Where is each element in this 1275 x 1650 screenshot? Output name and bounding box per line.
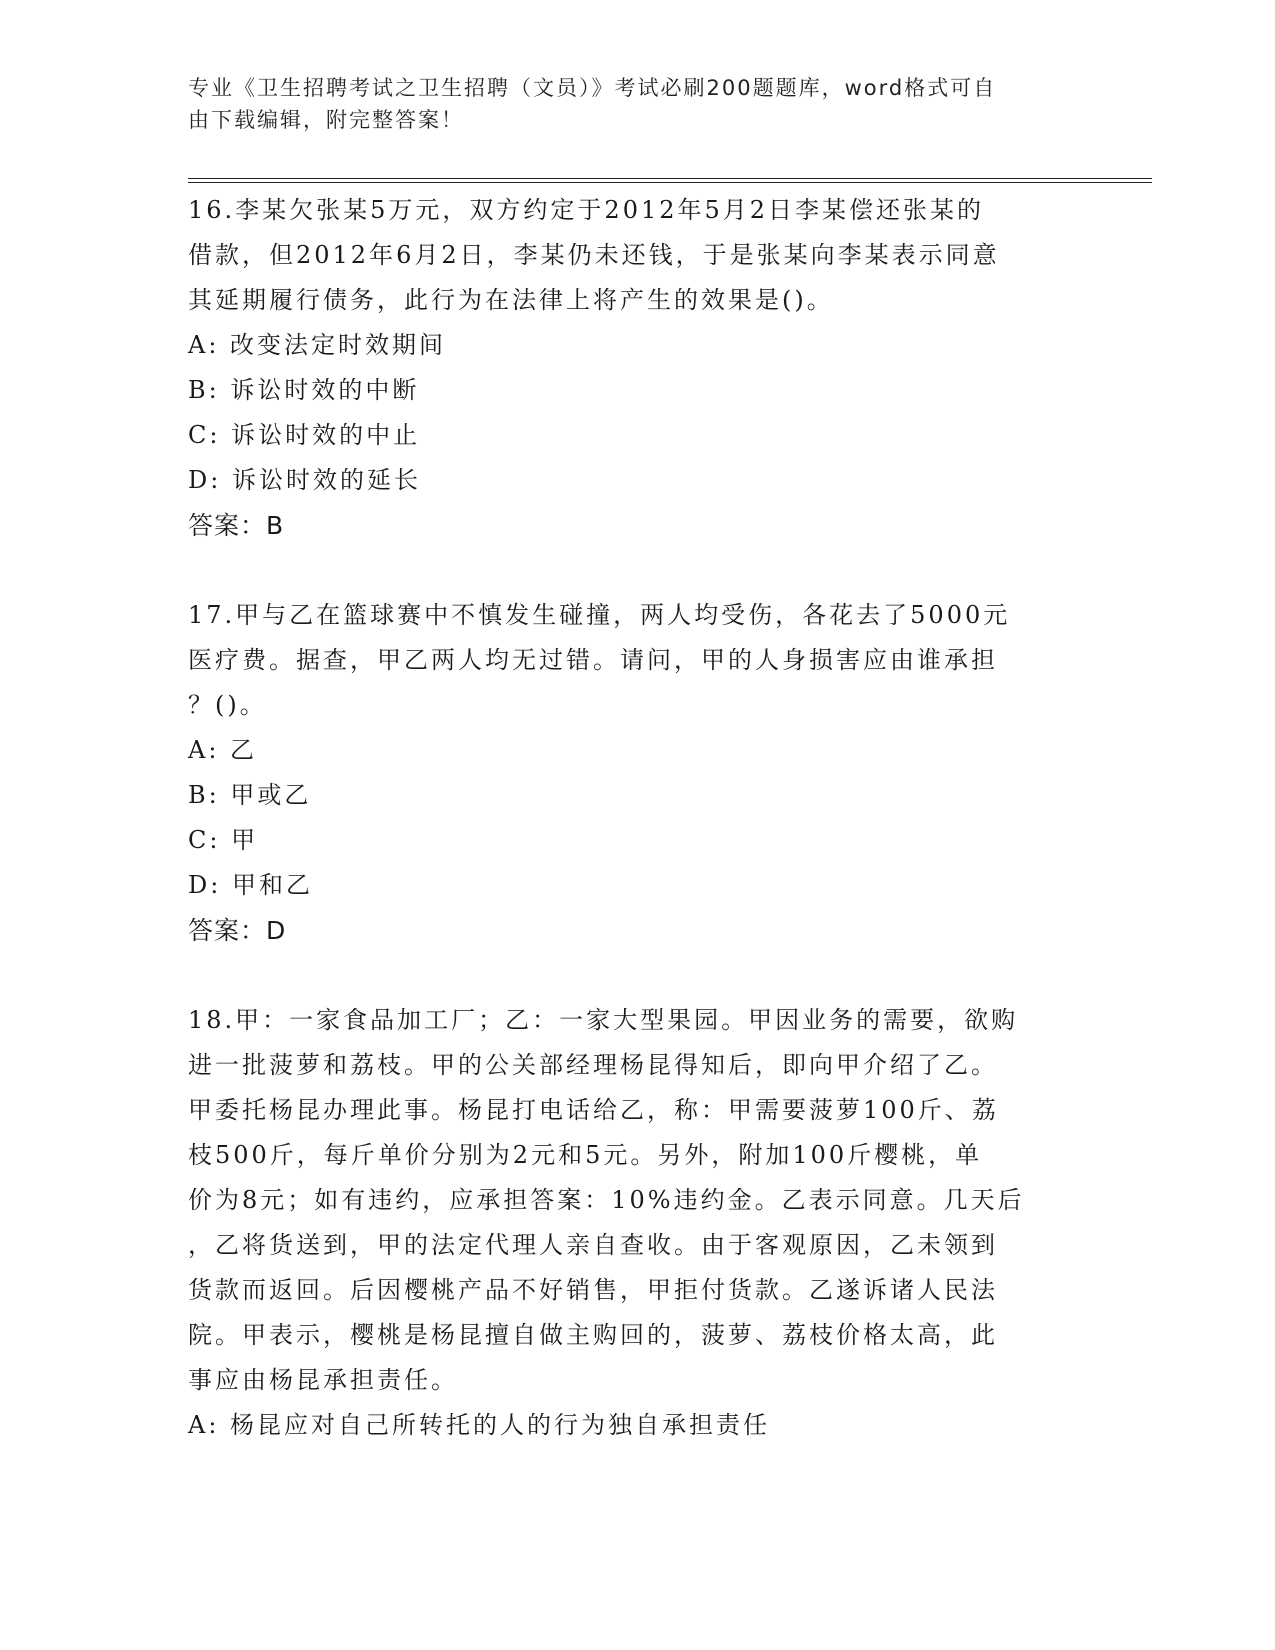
question-18 [188,998,1088,1448]
question-17 [188,593,1088,953]
answer-line: 答案：B [188,511,285,540]
option-a: A: 杨昆应对自己所转托的人的行为独自承担责任 [188,1411,771,1439]
option-a: A: 乙 [188,736,258,764]
question-stem: 18.甲：一家食品加工厂；乙：一家大型果园。甲因业务的需要，欲购 进一批菠萝和荔枝。甲的公关部经理杨昆得知后，即向甲介绍了乙。 甲委托杨昆办理此事。杨昆打电话给乙，称：甲需要菠萝100斤、荔 枝500斤，每斤单价分别为2元和5元。另外，附加100斤樱桃，单 价为8元；如有违约，应承担答案：10%违约金。乙表示同意。几天后 ，乙将货送到，甲的法定代理人亲自查收。由于客观原因，乙未领到 货款而返回。后因樱桃产品不好销售，甲拒付货款。乙遂诉诸人民法 院。甲表示，樱桃是杨昆擅自做主购回的，菠萝、荔枝价格太高，此 事应由杨昆承担责任。 [188,1006,1025,1394]
option-c: C: 甲 [188,826,259,854]
document-header [188,72,1068,136]
header-rule-top [188,178,1152,179]
answer-line: 答案：D [188,916,287,945]
option-c: C: 诉讼时效的中止 [188,421,421,449]
header-rule-bottom [188,182,1152,183]
option-d: D: 诉讼时效的延长 [188,466,421,494]
option-b: B: 甲或乙 [188,781,312,809]
question-list [188,188,1088,1493]
header-line-1: 专业《卫生招聘考试之卫生招聘（文员）》考试必刷200题题库，word格式可自 [188,76,997,100]
option-a: A: 改变法定时效期间 [188,331,447,359]
option-b: B: 诉讼时效的中断 [188,376,420,404]
header-line-2: 由下载编辑，附完整答案！ [188,108,464,132]
question-16 [188,188,1088,548]
question-stem: 17.甲与乙在篮球赛中不慎发生碰撞，两人均受伤，各花去了5000元 医疗费。据查，甲乙两人均无过错。请问，甲的人身损害应由谁承担 ？()。 [188,601,1011,719]
question-stem: 16.李某欠张某5万元，双方约定于2012年5月2日李某偿还张某的 借款，但2012年6月2日，李某仍未还钱，于是张某向李某表示同意 其延期履行债务，此行为在法律上将产生的效果是()。 [188,196,1000,314]
option-d: D: 甲和乙 [188,871,313,899]
